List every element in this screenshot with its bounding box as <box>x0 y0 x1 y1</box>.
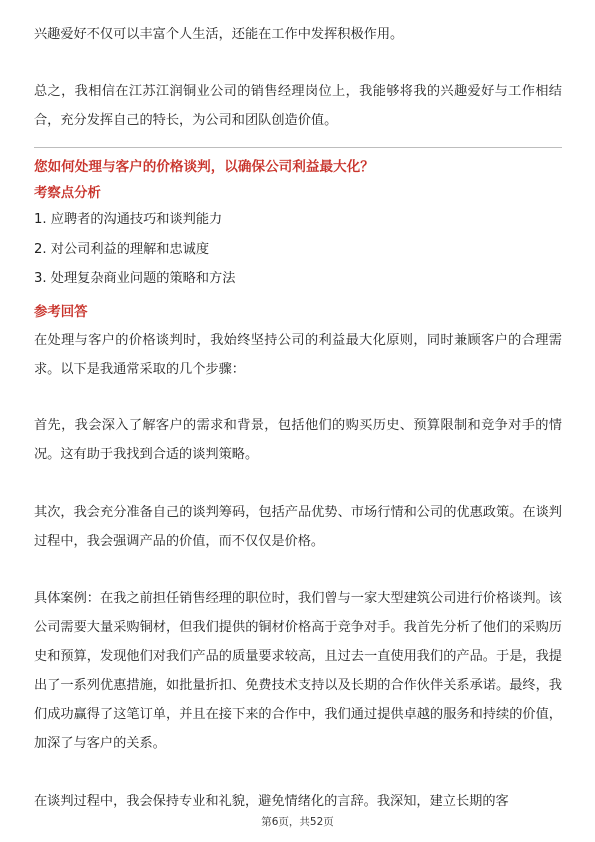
case-study-paragraph: 具体案例：在我之前担任销售经理的职位时，我们曾与一家大型建筑公司进行价格谈判。该公司需要大量采购铜材，但我们提供的铜材价格高于竞争对手。我首先分析了他们的采购历史和预算，发现他们对我们产品的质量要求较高，且过去一直使用我们的产品。于是，我提出了一系列优惠措施，如批量折扣、免费技术支持以及长期的合作伙伴关系承诺。最终，我们成功赢得了这笔订单，并且在接下来的合作中，我们通过提供卓越的服务和持续的价值，加深了与客户的关系。 <box>34 591 562 751</box>
analysis-item: 2. 对公司利益的理解和忠诚度 <box>34 242 210 257</box>
answer-paragraph: 首先，我会深入了解客户的需求和背景，包括他们的购买历史、预算限制和竞争对手的情况。这有助于我找到合适的谈判策略。 <box>34 418 562 462</box>
question-heading: 您如何处理与客户的价格谈判，以确保公司利益最大化？ <box>34 159 374 175</box>
page-number: 第6页，共52页 <box>261 816 334 828</box>
section-divider <box>34 147 562 148</box>
answer-paragraph: 在处理与客户的价格谈判时，我始终坚持公司的利益最大化原则，同时兼顾客户的合理需求。以下是我通常采取的几个步骤： <box>34 333 562 377</box>
conclusion-paragraph: 总之，我相信在江苏江润铜业公司的销售经理岗位上，我能够将我的兴趣爱好与工作相结合，充分发挥自己的特长，为公司和团队创造价值。 <box>34 84 562 128</box>
analysis-item: 3. 处理复杂商业问题的策略和方法 <box>34 271 236 286</box>
answer-heading: 参考回答 <box>34 305 88 320</box>
analysis-heading: 考察点分析 <box>34 186 101 201</box>
answer-paragraph: 其次，我会充分准备自己的谈判筹码，包括产品优势、市场行情和公司的优惠政策。在谈判过程中，我会强调产品的价值，而不仅仅是价格。 <box>34 505 562 549</box>
analysis-item: 1. 应聘者的沟通技巧和谈判能力 <box>34 212 223 227</box>
intro-tail-paragraph: 兴趣爱好不仅可以丰富个人生活，还能在工作中发挥积极作用。 <box>34 27 404 42</box>
answer-paragraph: 在谈判过程中，我会保持专业和礼貌，避免情绪化的言辞。我深知，建立长期的客 <box>34 794 509 809</box>
